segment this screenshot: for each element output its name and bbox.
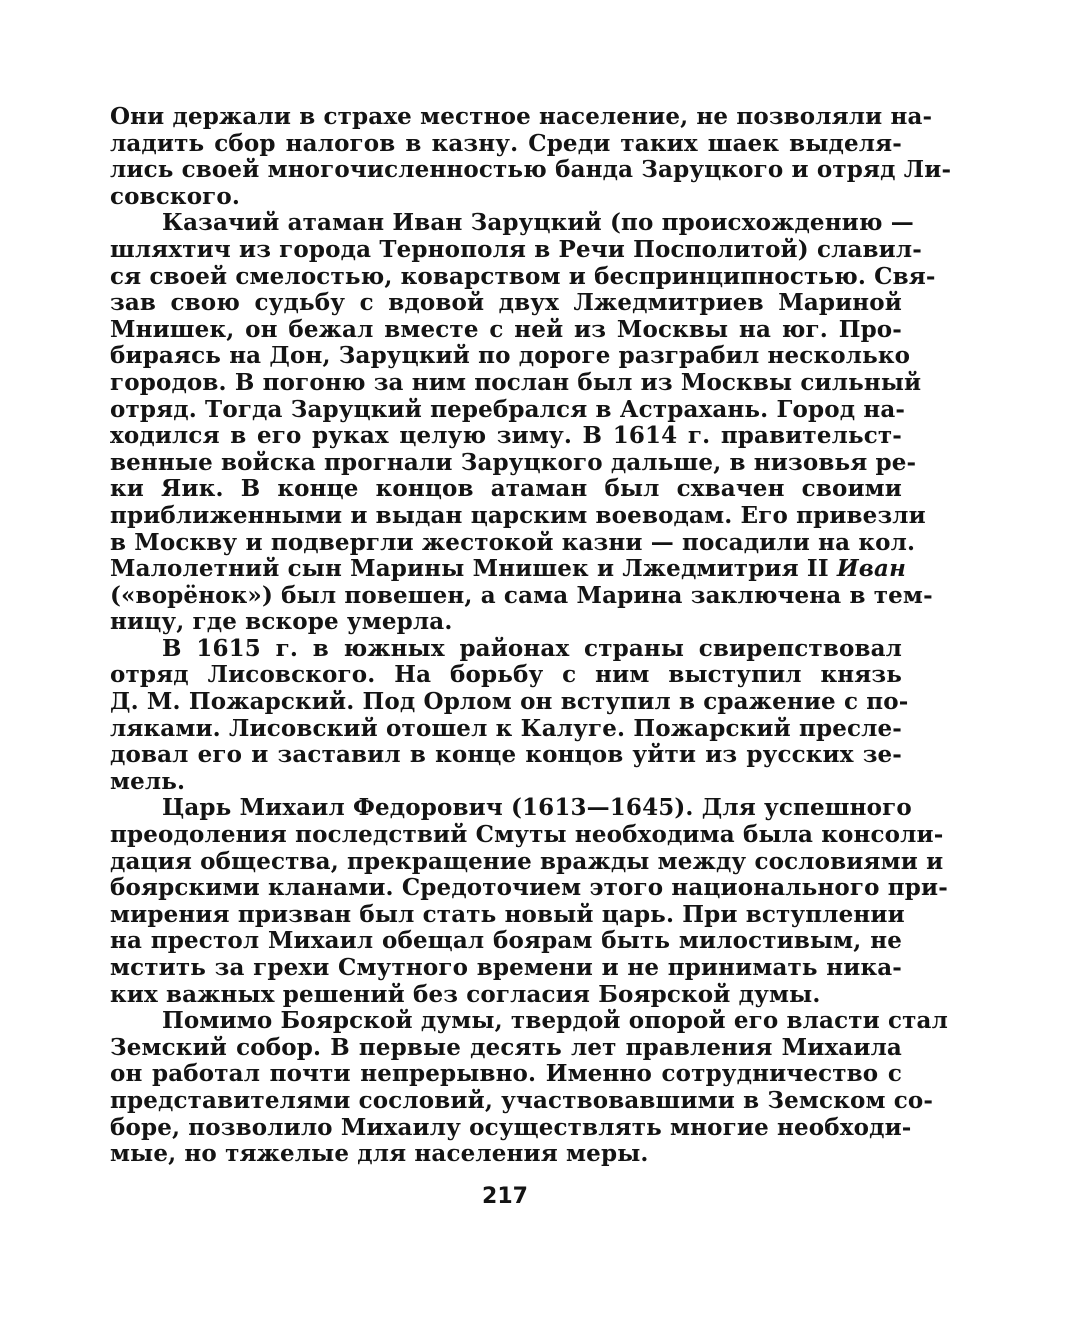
text-line: Д. М. Пожарский. Под Орлом он вступил в сражение с по- xyxy=(110,688,909,716)
text-line: бираясь на Дон, Заруцкий по дороге разграбил несколько xyxy=(110,342,911,370)
text-line: приближенными и выдан царским воеводам. Его привезли xyxy=(110,501,926,529)
text-line: отряд. Тогда Заруцкий перебрался в Астрахань. Город на- xyxy=(110,395,906,423)
text-line: боре, позволило Михаилу осуществлять многие необходи- xyxy=(110,1113,912,1141)
text-line: Земский собор. В первые десять лет правления Михаила xyxy=(110,1033,902,1061)
text-line: лись своей многочисленностью банда Заруцкого и отряд Ли- xyxy=(110,156,952,184)
text-line: мель. xyxy=(110,767,186,795)
text-line-with-heading xyxy=(110,794,912,822)
text-line: мые, но тяжелые для населения меры. xyxy=(110,1140,649,1168)
text-line: ходился в его руках целую зиму. В 1614 г. правительст- xyxy=(110,422,902,450)
text-line-with-italic xyxy=(110,555,907,583)
text-line: отряд Лисовского. На борьбу с ним выступил князь xyxy=(110,661,902,689)
text-line: в Москву и подвергли жестокой казни — посадили на кол. xyxy=(110,528,916,556)
text-line: Помимо Боярской думы, твердой опорой его власти стал xyxy=(162,1007,948,1035)
text-line: ких важных решений без согласия Боярской думы. xyxy=(110,980,821,1008)
text-line: он работал почти непрерывно. Именно сотрудничество с xyxy=(110,1060,902,1088)
text-line: венные войска прогнали Заруцкого дальше, в низовья ре- xyxy=(110,448,917,476)
italic-name: Иван xyxy=(836,555,907,583)
paragraph-1 xyxy=(110,103,952,210)
text-line: ки Яик. В конце концов атаман был схвачен своими xyxy=(110,475,902,503)
paragraph-3 xyxy=(110,634,909,796)
text-line: довал его и заставил в конце концов уйти из русских зе- xyxy=(110,741,902,769)
text-line: городов. В погоню за ним послан был из Москвы сильный xyxy=(110,368,922,396)
text-segment: Малолетний сын Марины Мнишек и Лжедмитрия II xyxy=(110,555,837,583)
text-line: преодоления последствий Смуты необходима была консоли- xyxy=(110,821,944,849)
text-line: ся своей смелостью, коварством и беспринципностью. Свя- xyxy=(110,262,936,290)
text-line: В 1615 г. в южных районах страны свирепствовал xyxy=(162,634,902,662)
text-line: дация общества, прекращение вражды между сословиями и xyxy=(110,847,944,875)
text-line: ницу, где вскоре умерла. xyxy=(110,608,453,636)
paragraph-4 xyxy=(110,794,948,1008)
text-line: зав свою судьбу с вдовой двух Лжедмитриев Мариной xyxy=(110,289,902,317)
section-heading: Царь Михаил Федорович (1613—1645). xyxy=(162,794,694,822)
text-line: Мнишек, он бежал вместе с ней из Москвы на юг. Про- xyxy=(110,315,902,343)
text-line: боярскими кланами. Средоточием этого национального при- xyxy=(110,874,948,902)
paragraph-2 xyxy=(110,209,936,636)
paragraph-5 xyxy=(110,1007,948,1168)
text-line: на престол Михаил обещал боярам быть милостивым, не xyxy=(110,927,902,955)
text-line: мстить за грехи Смутного времени и не принимать ника- xyxy=(110,954,902,981)
text-line: («ворёнок») был повешен, а сама Марина заключена в тем- xyxy=(110,581,933,609)
text-line: совского. xyxy=(110,182,241,210)
text-line: ладить сбор налогов в казну. Среди таких шаек выделя- xyxy=(110,129,902,157)
text-line: Они держали в страхе местное население, не позволяли на- xyxy=(110,103,933,130)
text-line: представителями сословий, участвовавшими в Земском со- xyxy=(110,1086,934,1114)
text-line: Казачий атаман Иван Заруцкий (по происхождению — xyxy=(162,209,914,237)
text-segment: Для успешного xyxy=(693,794,912,822)
text-line: шляхтич из города Тернополя в Речи Посполитой) славил- xyxy=(110,235,922,263)
text-line: ляками. Лисовский отошел к Калуге. Пожарский пресле- xyxy=(110,714,902,742)
body-text xyxy=(110,103,952,1168)
page-number: 217 xyxy=(482,1184,528,1209)
text-line: мирения призван был стать новый царь. При вступлении xyxy=(110,900,905,928)
